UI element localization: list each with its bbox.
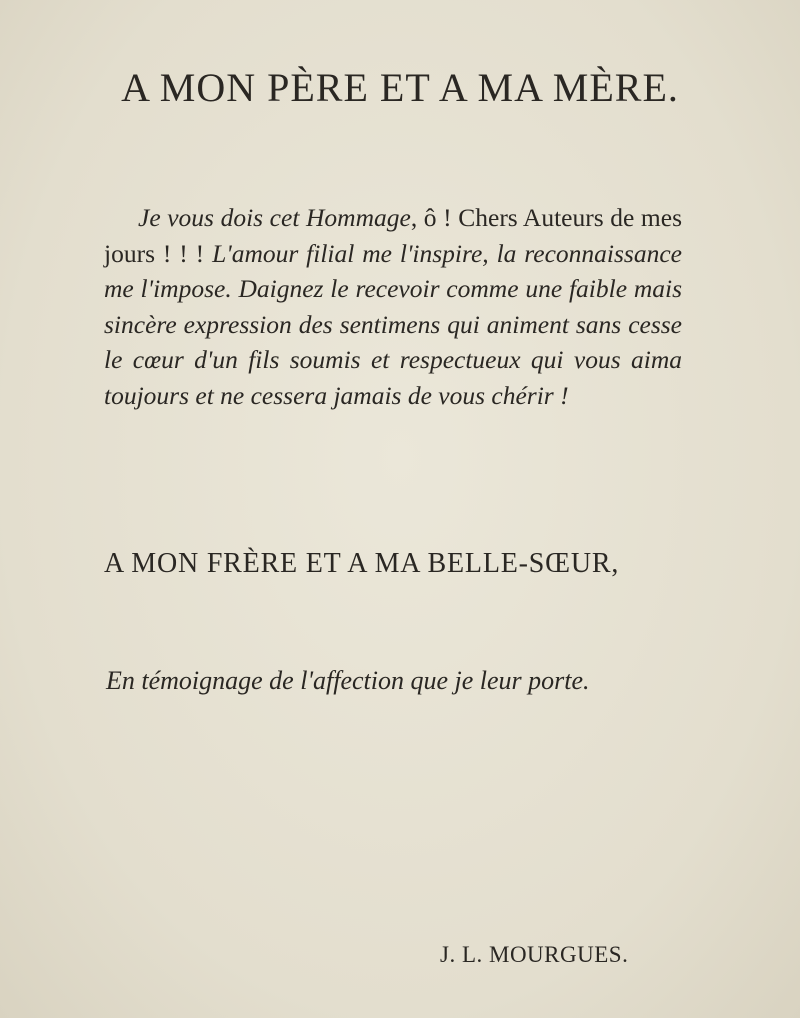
dedication-text-part-2: , ô ! Chers Auteurs de mes jours ! ! ! <box>104 203 682 268</box>
dedication-title-siblings: A MON FRÈRE ET A MA BELLE-SŒUR, <box>104 548 620 579</box>
author-signature: J. L. MOURGUES. <box>440 942 629 967</box>
dedication-text-part-1: Je vous dois cet Hommage <box>138 203 411 232</box>
dedication-title-parents: A MON PÈRE ET A MA MÈRE. <box>121 65 679 110</box>
dedication-text-part-3: L'amour filial me l'inspire, la reconnaissance me l'impose. Daignez le recevoir comme une faible mais sincère expression des sentimens qui animent sans cesse le cœur d'un fils soumis et respectueux qui vous aima toujours et ne cessera jamais de vous chérir ! <box>104 238 682 410</box>
dedication-line-siblings: En témoignage de l'affection que je leur porte. <box>106 666 590 695</box>
dedication-paragraph <box>104 200 682 413</box>
